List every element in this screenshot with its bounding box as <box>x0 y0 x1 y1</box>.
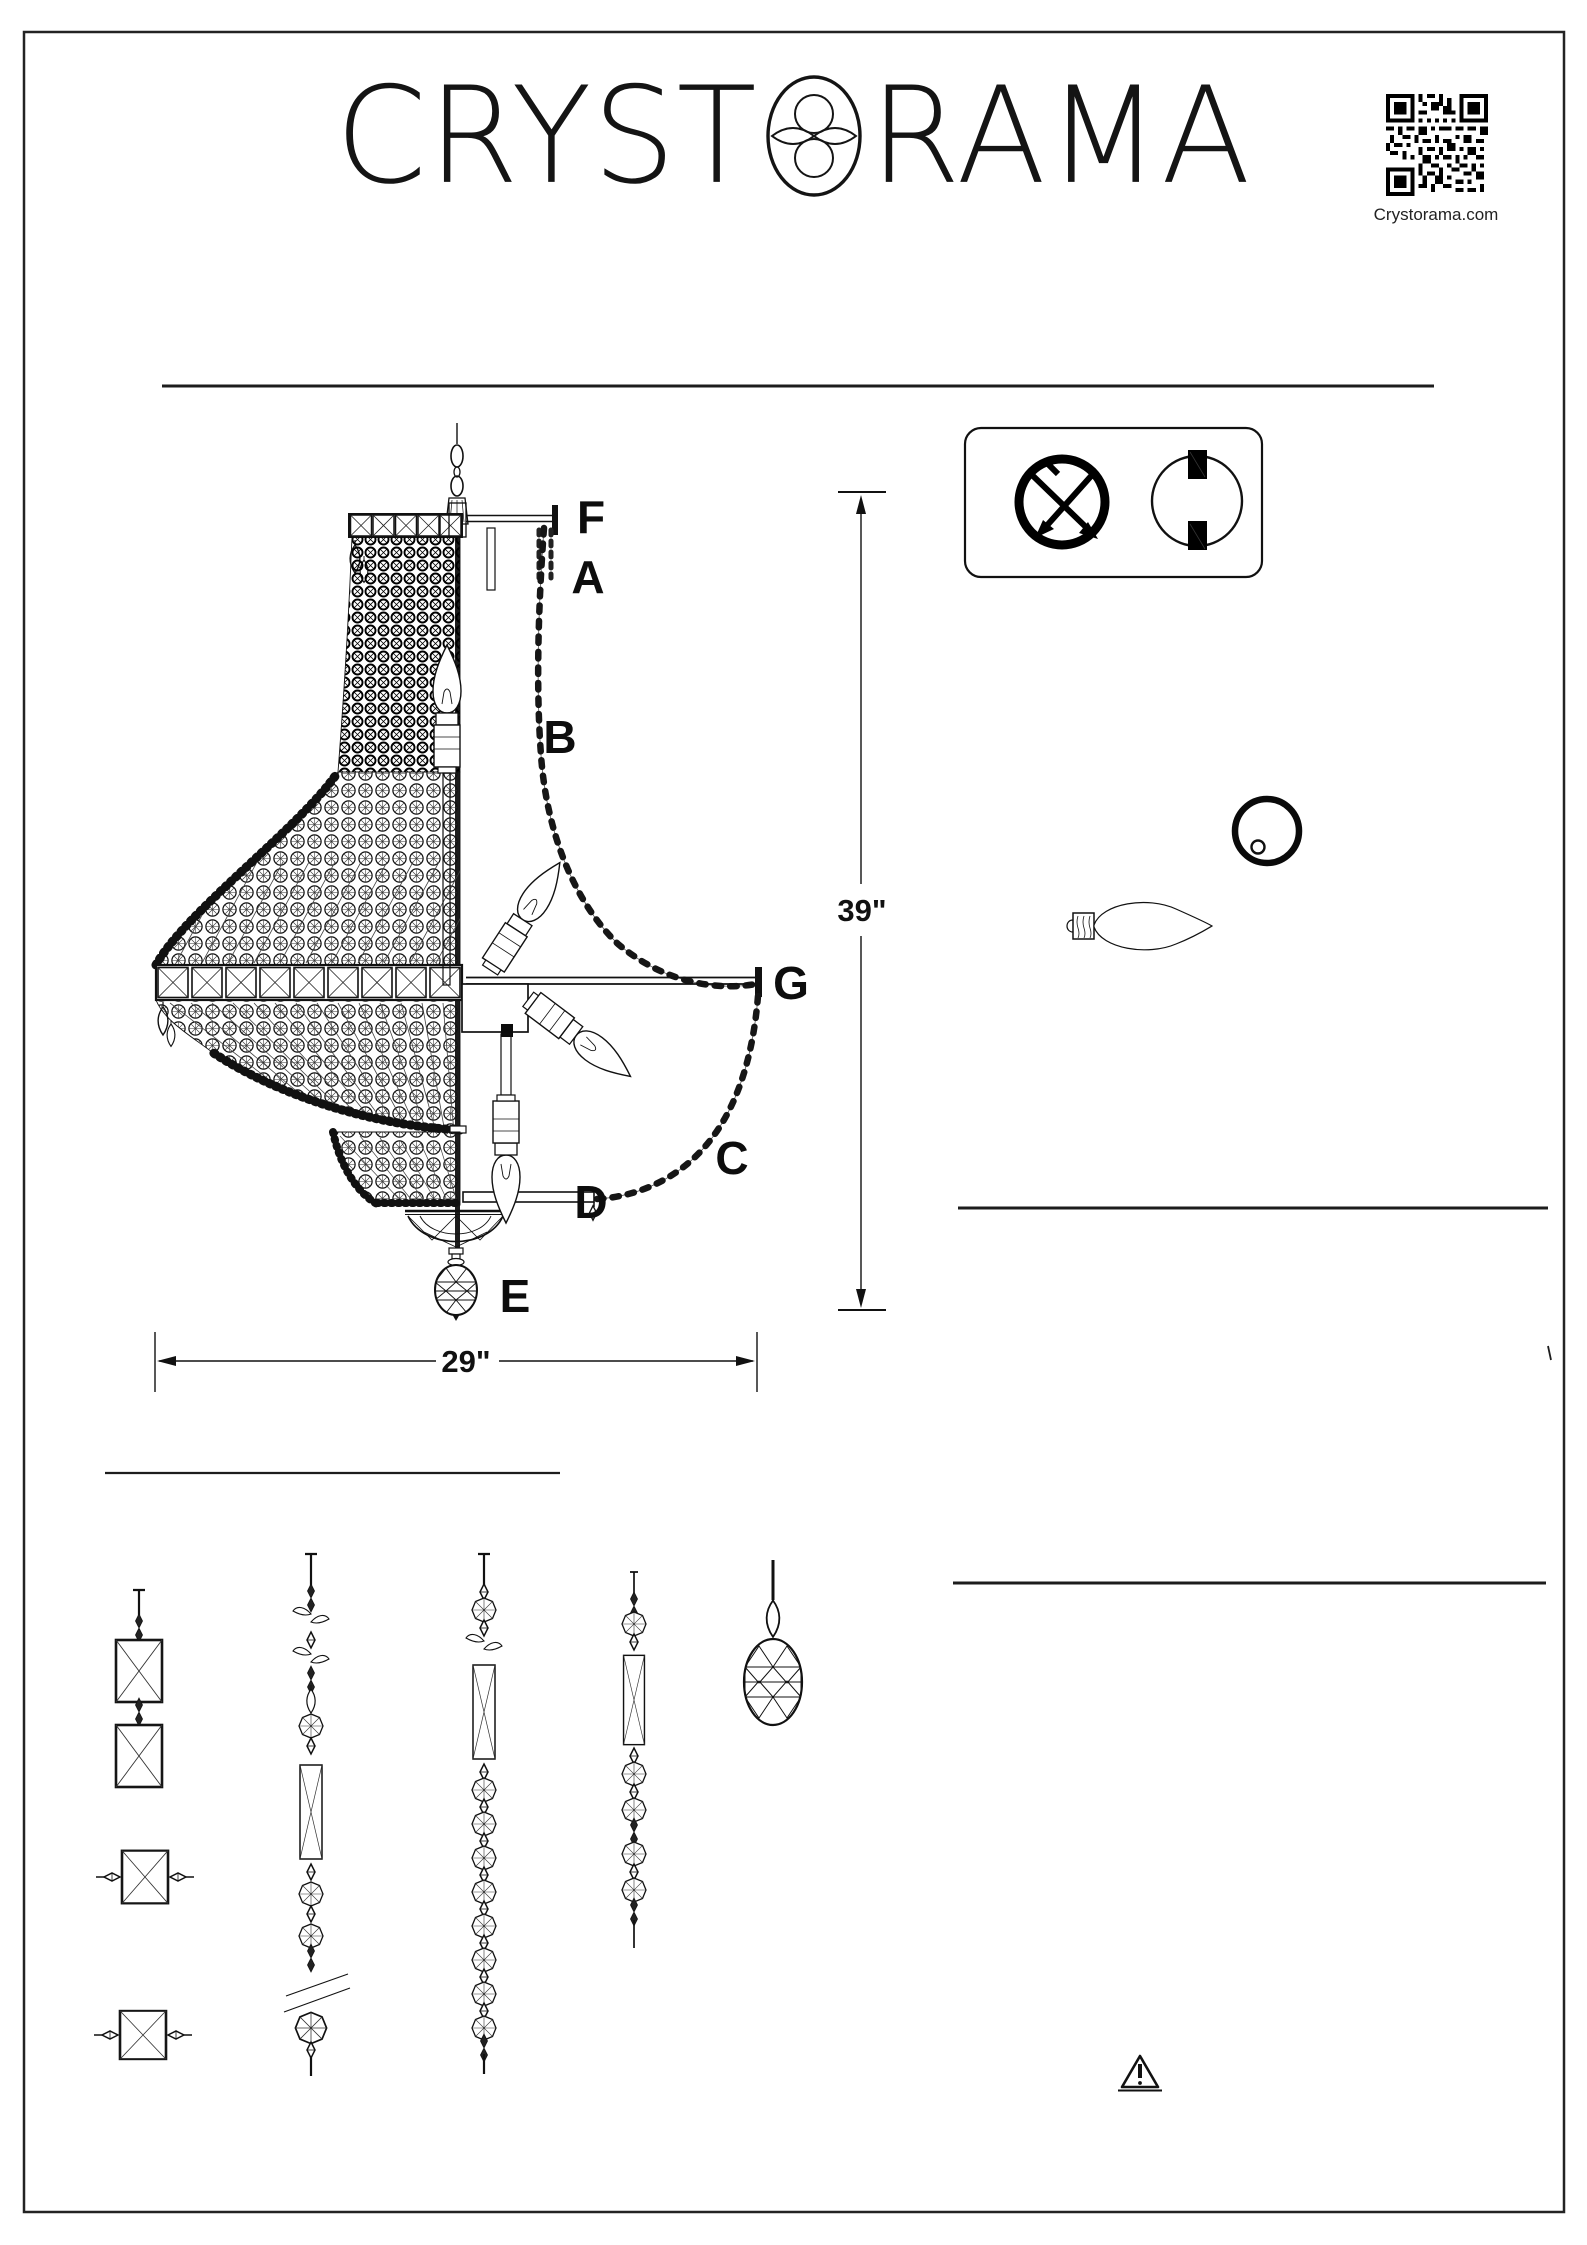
height-dimension <box>837 492 886 1310</box>
part-square-prism-side-connectors-2 <box>94 2011 192 2059</box>
part-bead-chain-short <box>622 1572 646 1948</box>
part-square-prism-pair <box>116 1590 162 1787</box>
qr-caption: Crystorama.com <box>1373 205 1499 224</box>
part-square-prism-side-connectors-1 <box>96 1851 194 1904</box>
finial-ball <box>435 1265 477 1321</box>
label-f: F <box>576 491 606 543</box>
label-g: G <box>773 957 809 1009</box>
label-e: E <box>499 1270 531 1322</box>
warning-triangle-icon <box>1118 2056 1162 2091</box>
socket-ring-icon <box>1235 799 1299 863</box>
page-border <box>24 32 1564 2212</box>
warning-icon-box <box>965 428 1262 577</box>
brand-logo-text-left: CRYST <box>335 57 758 214</box>
brand-logo-text-right: RAMA <box>869 57 1252 214</box>
width-dimension-label: 29" <box>441 1344 491 1379</box>
label-b: B <box>543 711 577 763</box>
candelabra-bulb-icon <box>1067 902 1212 949</box>
chandelier-diagram <box>150 423 809 1322</box>
part-faceted-ball-pendant <box>744 1560 802 1725</box>
part-bead-chain-long-a <box>284 1554 350 2076</box>
height-dimension-label: 39" <box>837 893 887 928</box>
crystal-parts-diagram <box>94 1554 802 2076</box>
part-bead-chain-long-b <box>466 1554 502 2074</box>
mid-bead-shade <box>156 772 460 965</box>
label-d: D <box>574 1176 608 1228</box>
second-tier <box>333 1126 466 1205</box>
width-dimension <box>155 1332 757 1392</box>
label-c: C <box>715 1132 749 1184</box>
label-a: A <box>571 551 605 603</box>
